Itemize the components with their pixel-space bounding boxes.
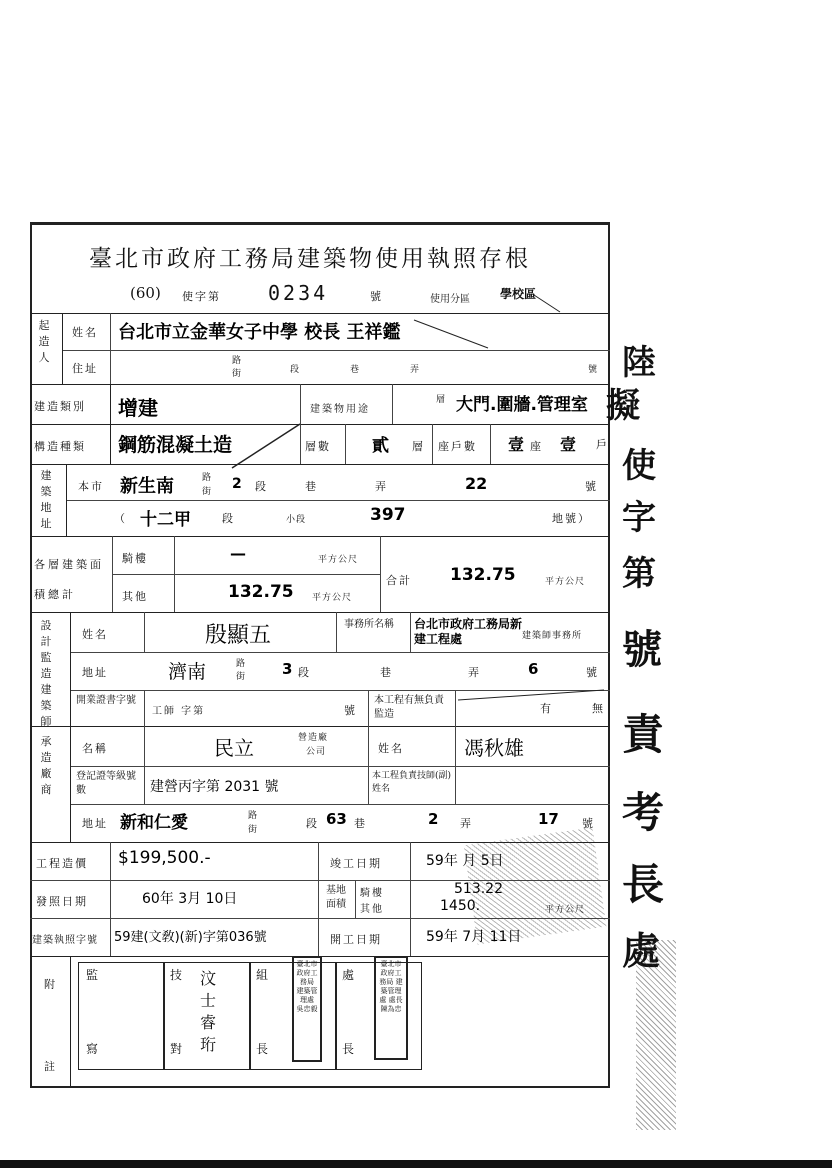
- architect-lu: 路: [236, 659, 247, 669]
- zone-value: 學校區: [500, 287, 537, 301]
- households-value-2: 壹: [560, 435, 577, 454]
- site-city: 本市: [78, 480, 104, 493]
- office-suffix: 建築師事務所: [522, 631, 583, 641]
- arcade-label: 騎樓: [122, 552, 148, 565]
- arcade-unit: 平方公尺: [318, 555, 359, 565]
- applicant-name-label: 姓名: [72, 326, 98, 339]
- architect-reg-text: 工師 字第: [152, 706, 206, 717]
- total-area-value: 132.75: [450, 565, 516, 585]
- lot-duan: 段: [222, 512, 235, 525]
- contractor-name-label: 名稱: [82, 742, 108, 755]
- issue-label: 發照日期: [36, 895, 88, 908]
- households-hu: 戶: [596, 438, 609, 451]
- done-label: 竣工日期: [330, 857, 382, 870]
- architect-reg-hao: 號: [344, 704, 357, 717]
- architect-addr-road: 濟南: [168, 661, 207, 683]
- margin-char-4: 字: [622, 498, 656, 538]
- contractor-lu: 路: [248, 811, 259, 821]
- land-unit: 平方公尺: [545, 905, 586, 915]
- site-number: 22: [465, 474, 488, 493]
- seal-stamp-1-text: 臺北市政府工務局 建築管理處 吳忠毅: [296, 960, 318, 1013]
- contractor-section-label: 承造廠商: [40, 735, 52, 796]
- addr-jie: 街: [232, 369, 243, 379]
- start-label: 開工日期: [330, 933, 382, 946]
- seal-stamp-2-text: 臺北市政府工務局 建築管理處 處長 陳為忠: [379, 960, 403, 1013]
- applicant-addr-label: 住址: [72, 362, 98, 375]
- other-area-unit: 平方公尺: [312, 593, 353, 603]
- land-value-2: 1450.: [440, 898, 481, 914]
- architect-duan: 段: [298, 666, 311, 679]
- contractor-addr-label: 地址: [82, 817, 108, 830]
- contractor-grade-value: 公司: [306, 747, 327, 757]
- architect-addr-label: 地址: [82, 666, 108, 679]
- notes-label-b: 註: [44, 1060, 57, 1073]
- struct-label: 構造種類: [34, 440, 86, 453]
- permit-label: 建築執照字號: [32, 935, 98, 946]
- cost-label: 工程造價: [36, 857, 88, 870]
- lot-number: 397: [370, 505, 406, 525]
- architect-resp-value: 有: [540, 702, 553, 715]
- land-label: 基地面積: [326, 885, 346, 910]
- faint-stamp-overlay: [464, 827, 607, 944]
- total-area-unit: 平方公尺: [545, 577, 586, 587]
- households-zuo: 座: [530, 440, 543, 453]
- contractor-person-label: 姓名: [378, 742, 404, 755]
- contractor-nong: 弄: [460, 817, 473, 830]
- architect-xiang: 巷: [380, 666, 393, 679]
- margin-char-5: 第: [622, 554, 656, 594]
- architect-resp-label: 本工程有無負責監造: [374, 695, 444, 720]
- contractor-name-value: 民立: [214, 736, 254, 760]
- note-char-2: 技: [170, 968, 185, 982]
- site-section-label: 建築地址: [40, 469, 52, 530]
- addr-lu: 路: [232, 356, 243, 366]
- note-char-5: 寫: [86, 1042, 101, 1056]
- contractor-hao: 號: [582, 817, 595, 830]
- done-value: 59年 月 5日: [426, 853, 504, 869]
- use-prefix: 使字第: [182, 290, 221, 303]
- margin-char-8: 考: [622, 788, 665, 837]
- ink-slash-2: [458, 690, 604, 700]
- zone-label: 使用分區: [430, 294, 470, 305]
- notes-label-a: 附: [44, 978, 57, 991]
- site-xiang: 巷: [305, 480, 318, 493]
- year-code: (60): [130, 284, 161, 302]
- architect-name-label: 姓名: [82, 628, 108, 641]
- addr-hao: 號: [588, 365, 599, 375]
- contractor-jie: 街: [248, 825, 259, 835]
- architect-addr-sec: 3: [282, 660, 293, 678]
- households-label: 座戶數: [438, 440, 477, 453]
- issue-value: 60年 3月 10日: [142, 891, 238, 907]
- contractor-no: 17: [538, 810, 559, 828]
- land-other-label: 其他: [360, 904, 384, 915]
- architect-name-value: 殷顯五: [205, 623, 272, 648]
- scan-bottom-edge: [0, 1160, 832, 1168]
- note-char-8: 長: [342, 1042, 357, 1056]
- lot-small: 小段: [286, 515, 307, 525]
- land-value-1: 513.22: [454, 881, 503, 897]
- site-jie: 街: [202, 487, 213, 497]
- site-sec: 2: [232, 476, 242, 492]
- total-area-label: 合計: [386, 574, 412, 587]
- area-section-label: 各層建築面積總計: [34, 558, 104, 601]
- contractor-grade: 營造廠: [298, 733, 329, 743]
- architect-jie: 街: [236, 672, 247, 682]
- note-char-7: 長: [256, 1042, 271, 1056]
- ink-slash-1: [232, 424, 300, 468]
- margin-char-3: 使: [622, 446, 656, 486]
- applicant-name-value: 台北市立金華女子中學 校長 王祥鑑: [118, 322, 401, 343]
- build-use-value: 大門.圍牆.管理室: [456, 395, 588, 415]
- architect-resp-wu: 無: [592, 702, 605, 715]
- build-ceng: 層: [436, 395, 447, 405]
- note-char-1: 監: [86, 968, 101, 982]
- site-lu: 路: [202, 473, 213, 483]
- hao-label: 號: [370, 290, 381, 303]
- build-type-label: 建造類別: [34, 400, 86, 413]
- note-char-3: 組: [256, 968, 271, 982]
- land-arcade-label: 騎樓: [360, 888, 384, 899]
- handwritten-signature: 汶士睿 珩: [200, 969, 217, 1054]
- start-value: 59年 7月 11日: [426, 929, 522, 945]
- contractor-tech-label: 本工程負責技師(副)姓名: [372, 771, 452, 794]
- permit-value: 59建(文敎)(新)字第036號: [114, 930, 267, 945]
- cost-value: $199,500.-: [118, 848, 211, 868]
- households-value-1: 壹: [508, 435, 525, 454]
- site-duan: 段: [255, 480, 268, 493]
- margin-char-9: 長: [622, 860, 665, 909]
- architect-addr-no: 6: [528, 660, 539, 678]
- contractor-duan: 段: [306, 817, 319, 830]
- contractor-addr-road: 新和仁愛: [120, 813, 188, 833]
- architect-nong: 弄: [468, 666, 481, 679]
- contractor-xiang: 巷: [354, 817, 367, 830]
- applicant-section-label: 起造人: [38, 319, 50, 364]
- architect-section-label: 設計監造建築師: [40, 619, 52, 728]
- office-value: 台北市政府工務局新建工程處: [414, 617, 523, 646]
- note-char-6: 對: [170, 1042, 185, 1056]
- build-type-value: 增建: [118, 396, 158, 420]
- lot-suffix: 地號）: [552, 512, 591, 525]
- site-road: 新生南: [120, 476, 174, 497]
- margin-char-10: 處: [622, 928, 661, 973]
- other-area-label: 其他: [122, 590, 148, 603]
- permit-number: 0234: [268, 281, 329, 305]
- site-hao: 號: [585, 480, 598, 493]
- lot-prefix: （: [114, 512, 127, 525]
- document-title: 臺北市政府工務局建築物使用執照存根: [89, 246, 531, 272]
- contractor-reg-value: 建營丙字第 2031 號: [150, 779, 279, 795]
- ink-slash-4: [414, 320, 488, 348]
- margin-char-6: 號: [622, 626, 662, 673]
- architect-hao: 號: [586, 666, 599, 679]
- addr-nong: 弄: [410, 365, 421, 375]
- contractor-nong-value: 2: [428, 810, 439, 828]
- ink-slash-3: [534, 295, 560, 312]
- site-nong: 弄: [375, 480, 388, 493]
- floors-value: 貳: [372, 436, 389, 456]
- struct-value: 鋼筋混凝土造: [118, 434, 233, 456]
- margin-char-2: 擬: [606, 386, 640, 426]
- margin-scan-noise: [636, 940, 676, 1130]
- floors-label: 層數: [305, 440, 331, 453]
- arcade-value: —: [230, 544, 246, 563]
- margin-char-1: 陸: [622, 343, 656, 383]
- addr-duan: 段: [290, 365, 301, 375]
- architect-reg-label: 開業證書字號: [76, 695, 136, 706]
- note-char-4: 處: [342, 968, 357, 982]
- margin-char-7: 責: [622, 710, 665, 759]
- addr-xiang: 巷: [350, 365, 361, 375]
- other-area-value: 132.75: [228, 582, 294, 602]
- contractor-xiang-value: 63: [326, 810, 347, 828]
- lot-section: 十二甲: [140, 510, 191, 530]
- office-label: 事務所名稱: [344, 619, 394, 630]
- build-use-label: 建築物用途: [310, 404, 370, 415]
- contractor-person-value: 馮秋雄: [464, 736, 524, 760]
- contractor-reg-label: 登記證等級號數: [76, 771, 136, 796]
- floors-ceng: 層: [412, 440, 425, 453]
